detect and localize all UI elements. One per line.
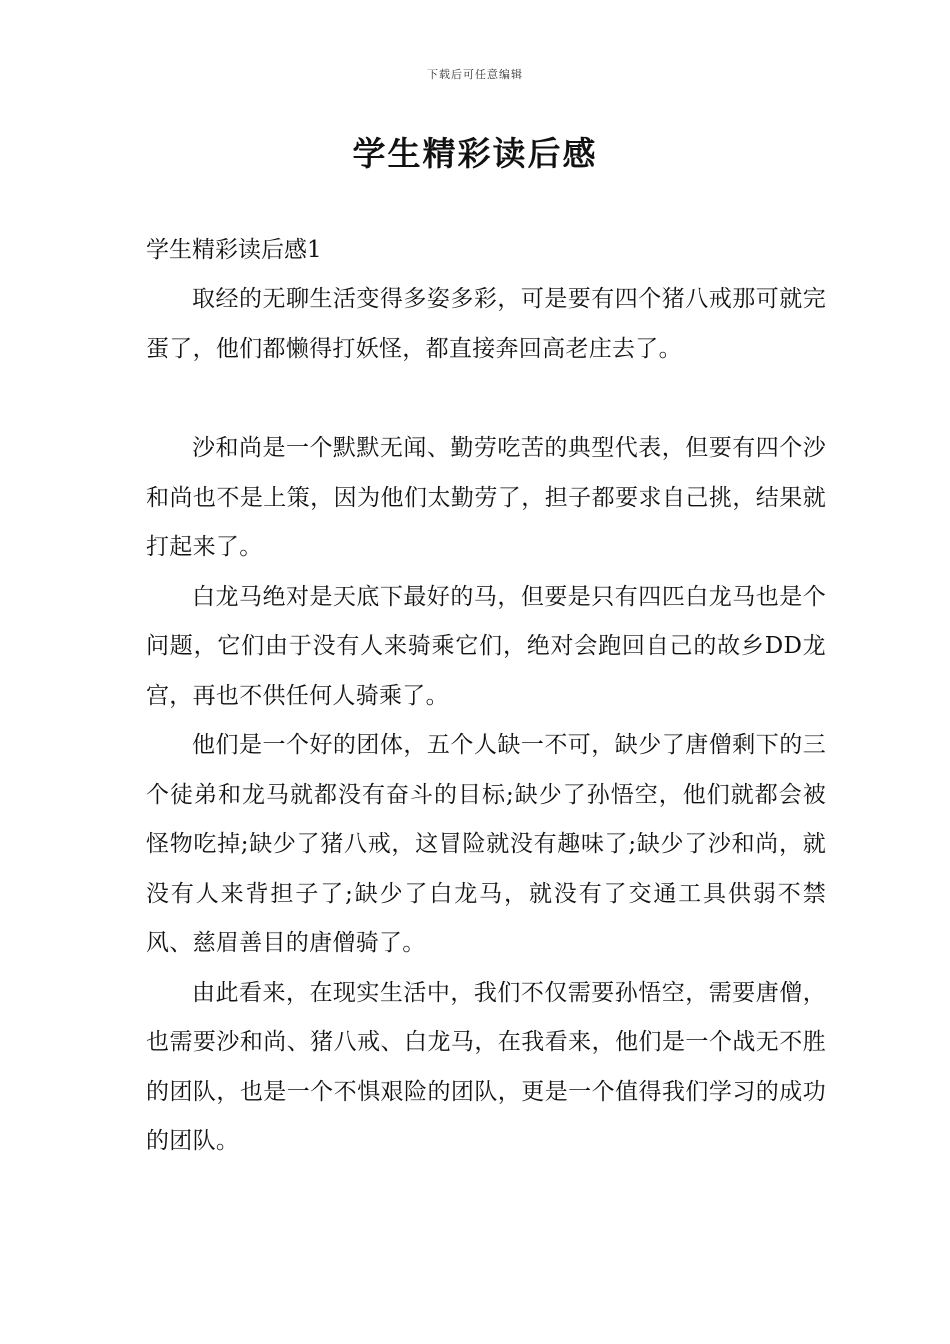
- paragraph-4: 他们是一个好的团体，五个人缺一不可，缺少了唐僧剩下的三个徒弟和龙马就都没有奋斗的目标;缺少了孙悟空，他们就都会被怪物吃掉;缺少了猪八戒，这冒险就没有趣味了;缺少了沙和尚，就没有人来背担子了;缺少了白龙马，就没有了交通工具供弱不禁风、慈眉善目的唐僧骑了。: [146, 732, 826, 956]
- paragraph-2: 沙和尚是一个默默无闻、勤劳吃苦的典型代表，但要有四个沙和尚也不是上策，因为他们太勤劳了，担子都要求自己挑，结果就打起来了。: [146, 435, 826, 560]
- paragraph-1: 取经的无聊生活变得多姿多彩，可是要有四个猪八戒那可就完蛋了，他们都懒得打妖怪，都直接奔回高老庄去了。: [146, 286, 826, 362]
- header-note: 下载后可任意编辑: [427, 68, 523, 81]
- paragraph-3: 白龙马绝对是天底下最好的马，但要是只有四匹白龙马也是个问题，它们由于没有人来骑乘它们，绝对会跑回自己的故乡DD龙宫，再也不供任何人骑乘了。: [146, 583, 826, 709]
- section-heading: 学生精彩读后感1: [146, 237, 322, 263]
- document-body: [146, 226, 826, 1167]
- paragraph-5: 由此看来，在现实生活中，我们不仅需要孙悟空，需要唐僧，也需要沙和尚、猪八戒、白龙马，在我看来，他们是一个战无不胜的团队，也是一个不惧艰险的团队，更是一个值得我们学习的成功的团队。: [146, 979, 826, 1154]
- document-title: 学生精彩读后感: [352, 134, 598, 173]
